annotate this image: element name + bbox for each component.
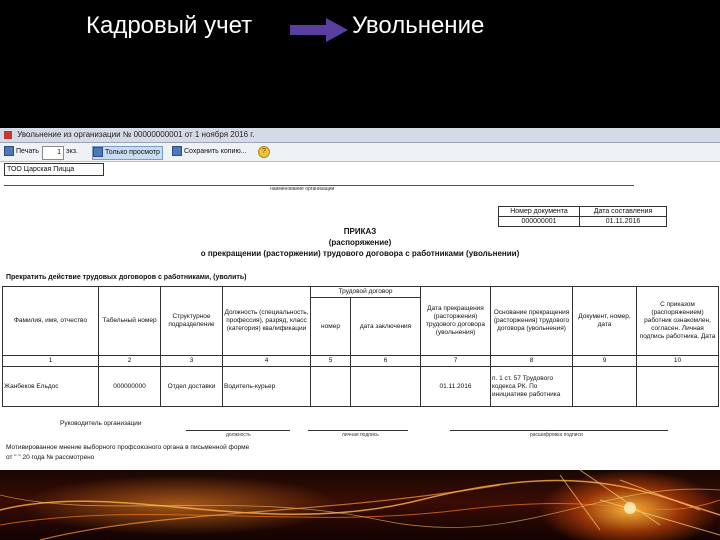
arrow-right-icon	[290, 18, 348, 42]
sign-cap-name: расшифровка подписи	[530, 432, 583, 438]
readonly-label: Только просмотр	[105, 149, 160, 156]
col-num: 9	[573, 356, 637, 367]
col-header-dept: Структурное подразделение	[161, 287, 223, 356]
num-header: Номер документа	[499, 207, 580, 217]
light-streaks-graphic	[0, 470, 720, 540]
print-button[interactable]	[4, 146, 39, 158]
cell-tab: 000000000	[99, 367, 161, 407]
window-title: Увольнение из организации № 00000000001 от 1 ноября 2016 г.	[17, 130, 255, 139]
printer-icon	[4, 146, 14, 156]
slide-title-left: Кадровый учет	[86, 12, 253, 39]
help-icon[interactable]: ?	[258, 146, 270, 158]
bottom-line-1: Мотивированное мнение выборного профсоюзного органа в письменной форме	[6, 444, 250, 451]
col-header-basis: Основание прекращения (расторжения) трудового договора (увольнения)	[491, 287, 573, 356]
doc-number: 000000001	[499, 217, 580, 227]
toolbar	[0, 143, 720, 162]
doc-number-table	[498, 206, 667, 227]
col-num: 1	[3, 356, 99, 367]
col-header-contract: Трудовой договор	[311, 287, 421, 298]
lock-icon	[93, 147, 103, 157]
table-row	[3, 367, 719, 407]
sign-line-position	[186, 430, 290, 431]
cell-position: Водитель-курьер	[223, 367, 311, 407]
col-header-tab: Табельный номер	[99, 287, 161, 356]
copies-input[interactable]: 1	[42, 146, 64, 160]
col-num: 3	[161, 356, 223, 367]
order-sub: (распоряжение)	[328, 238, 392, 247]
sign-line-name	[450, 430, 668, 431]
document-body	[0, 162, 720, 470]
col-num: 10	[637, 356, 719, 367]
cell-doc	[573, 367, 637, 407]
sign-line-signature	[308, 430, 408, 431]
app-window	[0, 128, 720, 470]
col-header-contract-num: номер	[311, 298, 351, 356]
readonly-toggle[interactable]	[92, 146, 163, 160]
save-copy-label: Сохранить копию...	[184, 148, 247, 155]
save-icon	[172, 146, 182, 156]
col-num: 7	[421, 356, 491, 367]
date-header: Дата составления	[580, 207, 667, 217]
slide-header	[0, 0, 720, 128]
cell-contract-num	[311, 367, 351, 407]
cell-dept: Отдел доставки	[161, 367, 223, 407]
decorative-background	[0, 470, 720, 540]
sign-cap-signature: личная подпись	[342, 432, 379, 438]
cell-basis: п. 1 ст. 57 Трудового кодекса РК. По инициативе работника	[491, 367, 573, 407]
copies-suffix: экз.	[66, 148, 78, 155]
col-num: 6	[351, 356, 421, 367]
org-caption: наименование организации	[270, 186, 335, 192]
stop-text: Прекратить действие трудовых договоров с работниками, (уволить)	[6, 274, 247, 281]
col-header-contract-date: дата заключения	[351, 298, 421, 356]
cell-acquaint	[637, 367, 719, 407]
bottom-line-2: от " " 20 года № рассмотрено	[6, 454, 95, 461]
col-num: 2	[99, 356, 161, 367]
col-header-acquaint: С приказом (распоряжением) работник ознакомлен, согласен. Личная подпись работника. Дата	[637, 287, 719, 356]
slide-title-right: Увольнение	[352, 12, 485, 39]
cell-fio: Жанбеков Ельдос	[3, 367, 99, 407]
col-num: 8	[491, 356, 573, 367]
col-num: 5	[311, 356, 351, 367]
col-header-position: Должность (специальность, профессия), разряд, класс (категория) квалификации	[223, 287, 311, 356]
doc-date: 01.11.2016	[580, 217, 667, 227]
window-titlebar	[0, 128, 720, 143]
order-title: ПРИКАЗ	[343, 227, 377, 236]
sign-cap-position: должность	[226, 432, 251, 438]
col-header-fio: Фамилия, имя, отчество	[3, 287, 99, 356]
col-header-date: Дата прекращения (расторжения) трудового договора (увольнения)	[421, 287, 491, 356]
cell-date: 01.11.2016	[421, 367, 491, 407]
sign-label: Руководитель организации	[60, 420, 142, 427]
signature-area	[0, 420, 720, 470]
col-num: 4	[223, 356, 311, 367]
col-header-doc: Документ, номер, дата	[573, 287, 637, 356]
window-icon	[4, 131, 12, 139]
save-copy-button[interactable]	[172, 146, 247, 158]
order-heading	[0, 226, 720, 259]
order-text: о прекращении (расторжении) трудового договора с работниками (увольнении)	[200, 249, 520, 258]
print-label: Печать	[16, 148, 39, 155]
employees-table	[2, 286, 719, 407]
org-name: ТОО Царская Пицца	[4, 163, 104, 176]
cell-contract-date	[351, 367, 421, 407]
